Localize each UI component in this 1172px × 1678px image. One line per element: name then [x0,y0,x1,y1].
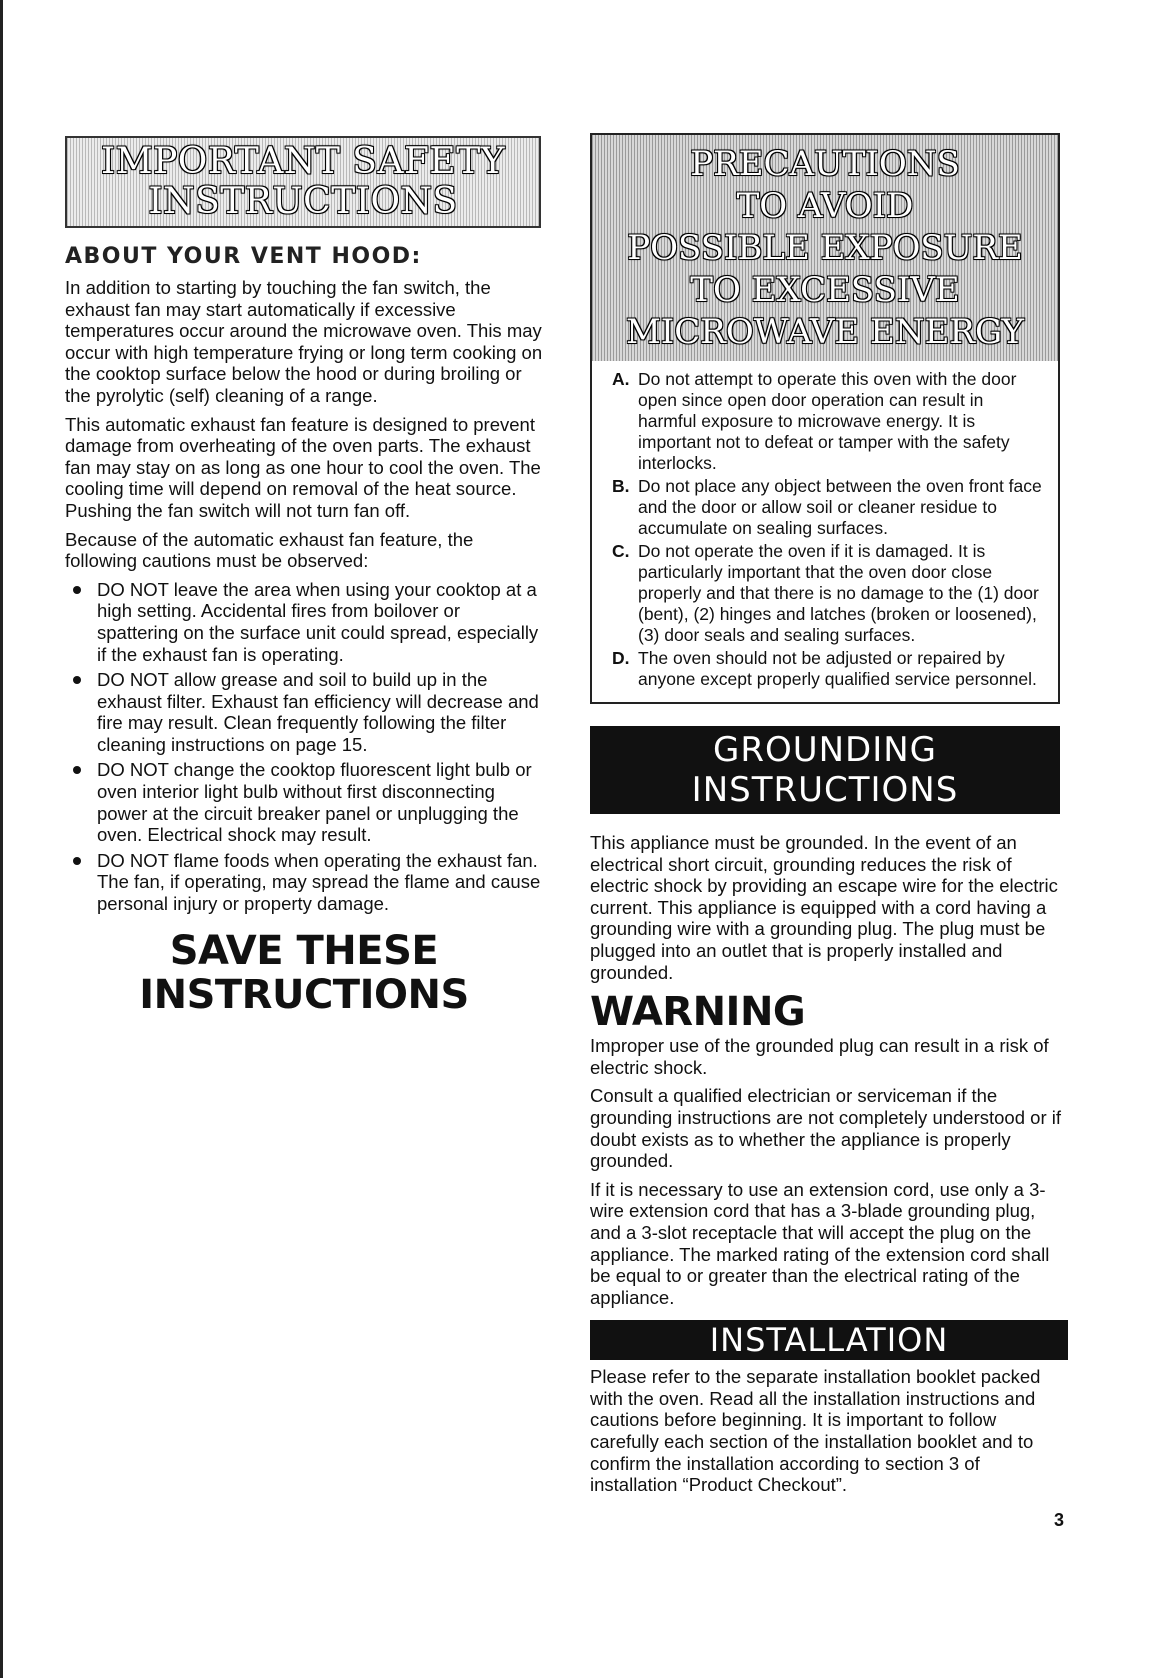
paragraph: Consult a qualified electrician or serviceman if the grounding instructions are not completely understood or if doubt exists as to whether the appliance is properly grounded. [590,1085,1061,1172]
grounding-banner [590,726,1060,814]
save-line: INSTRUCTIONS [139,971,469,1018]
banner-line: IMPORTANT SAFETY [101,141,505,182]
safety-column [65,136,543,1017]
bullet-icon [73,676,81,684]
item-text: Do not operate the oven if it is damaged. It is particularly important that the oven door close properly and that there is no damage to the (1) door (bent), (2) hinges and latches (broken or loosened), (3) door seals and sealing surfaces. [638,541,1039,645]
banner-line: TO EXCESSIVE [690,270,960,310]
banner-line: INSTRUCTIONS [691,770,959,810]
list-item [602,648,1044,690]
paragraph: In addition to starting by touching the fan switch, the exhaust fan may start automatically if excessive temperatures occur around the microwave oven. This may occur with high temperature frying or long term cooking on the cooktop surface below the hood or during broiling or the pyrolytic (self) cleaning of a range. [65,277,543,406]
grounding-intro: This appliance must be grounded. In the event of an electrical short circuit, grounding reduces the risk of electric shock by providing an escape wire for the electric current. This appliance is equipped with a cord having a grounding wire with a grounding plug. The plug must be plugged into an outlet that is properly installed and grounded. [590,832,1058,983]
item-letter: B. [612,476,630,496]
precautions-list [602,369,1044,690]
save-instructions-heading [65,929,543,1017]
section-title: ABOUT YOUR VENT HOOD: [65,244,422,269]
item-letter: A. [612,369,630,389]
item-text: Do not place any object between the oven front face and the door or allow soil or cleaner residue to accumulate on sealing surfaces. [638,476,1042,538]
list-item [65,579,543,665]
warning-heading: WARNING [590,989,806,1036]
banner-line: GROUNDING [712,730,938,770]
caution-text: DO NOT flame foods when operating the exhaust fan. The fan, if operating, may spread the flame and cause personal injury or property damage. [97,849,541,915]
paragraph: Improper use of the grounded plug can result in a risk of electric shock. [590,1035,1049,1078]
banner-line: TO AVOID [736,186,914,226]
precautions-banner [590,133,1060,361]
paragraph: Because of the automatic exhaust fan feature, the following cautions must be observed: [65,528,474,572]
item-letter: C. [612,541,630,561]
item-letter: D. [612,648,630,668]
bullet-icon [73,857,81,865]
bullet-icon [73,766,81,774]
item-text: The oven should not be adjusted or repaired by anyone except properly qualified service personnel. [638,648,1037,689]
paragraph: This automatic exhaust fan feature is designed to prevent damage from overheating of the oven parts. The exhaust fan may stay on as long as one hour to cool the oven. The cooling time will depend on removal of the heat source. Pushing the fan switch will not turn fan off. [65,413,541,521]
banner-line: INSTRUCTIONS [148,181,458,222]
caution-list [65,579,543,915]
list-item [602,541,1044,646]
precautions-box [590,361,1060,704]
list-item [602,476,1044,539]
page-edge-rule [0,0,3,1678]
list-item [65,759,543,845]
item-text: Do not attempt to operate this oven with the door open since open door operation can result in harmful exposure to microwave energy. It is important not to defeat or tamper with the safety interlocks. [638,369,1017,473]
banner-line: MICROWAVE ENERGY [625,312,1025,352]
bullet-icon [73,586,81,594]
installation-text: Please refer to the separate installation booklet packed with the oven. Read all the installation instructions and cautions before beginning. It is important to follow carefully each section of the installation booklet and to confirm the installation according to section 3 of installation “Product Checkout”. [590,1366,1041,1496]
page-number: 3 [1054,1510,1065,1530]
installation-banner: INSTALLATION [590,1320,1068,1360]
banner-line: POSSIBLE EXPOSURE [627,228,1023,268]
save-line: SAVE THESE [169,927,439,974]
important-safety-banner [65,136,541,228]
list-item [65,850,543,915]
list-item [602,369,1044,474]
precautions-column [590,133,1068,1503]
list-item [65,669,543,755]
paragraph: If it is necessary to use an extension cord, use only a 3-wire extension cord that has a 3-blade grounding plug, and a 3-slot receptacle that will accept the plug on the appliance. The marked rating of the extension cord shall be equal to or greater than the electrical rating of the appliance. [590,1178,1050,1308]
caution-text: DO NOT leave the area when using your cooktop at a high setting. Accidental fires from boilover or spattering on the surface unit could spread, especially if the exhaust fan is operating. [97,578,539,665]
banner-line: PRECAUTIONS [690,144,960,184]
caution-text: DO NOT allow grease and soil to build up in the exhaust filter. Exhaust fan efficiency will decrease and fire may result. Clean frequently following the filter cleaning instructions on page 15. [97,669,539,755]
caution-text: DO NOT change the cooktop fluorescent light bulb or oven interior light bulb without first disconnecting power at the circuit breaker panel or unplugging the oven. Electrical shock may result. [97,759,532,846]
